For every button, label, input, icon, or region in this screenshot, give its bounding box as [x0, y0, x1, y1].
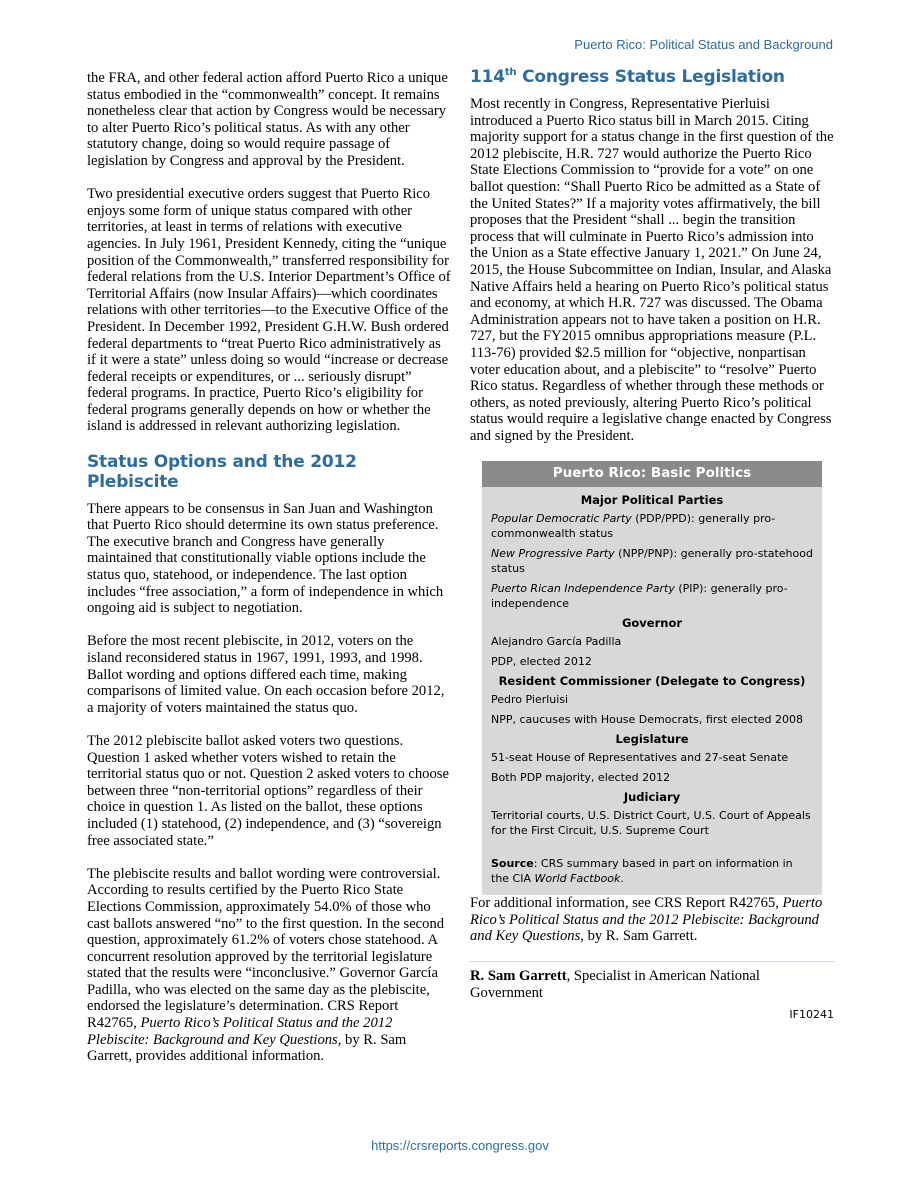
legislature-seats: 51-seat House of Representatives and 27-seat Senate [491, 751, 789, 765]
source-text: : CRS summary based in part on information in the CIA [491, 857, 793, 886]
section-heading-status-options: Status Options and the 2012 Plebiscite [87, 451, 357, 492]
sidebar-title: Puerto Rico: Basic Politics [482, 461, 822, 487]
source-label: Source [491, 857, 534, 871]
author-name: R. Sam Garrett [470, 968, 567, 985]
results-text-end: , by R. Sam Garrett, provides additional information. [87, 1031, 407, 1065]
section-heading-114th-congress [470, 67, 834, 87]
judiciary-courts: Territorial courts, U.S. District Court, U.S. Court of Appeals for the First Circuit, U.S. Supreme Court [491, 809, 811, 838]
party-pdp-name: Popular Democratic Party [491, 512, 632, 526]
governor-detail: PDP, elected 2012 [491, 655, 592, 669]
heading-number: 114 [470, 67, 505, 87]
resident-commissioner-heading: Resident Commissioner (Delegate to Congress) [498, 674, 806, 689]
source-end: . [620, 872, 624, 886]
parties-heading: Major Political Parties [580, 493, 724, 508]
paragraph-2012-ballot: The 2012 plebiscite ballot asked voters two questions. Question 1 asked whether voters wished to retain the territorial status quo or not. Question 2 asked voters to choose between three “non-territorial options” regardless of their choice in question 1. As listed on the ballot, these options included (1) statehood, (2) independence, and (3) “sovereign free associated state.” [87, 732, 449, 849]
judiciary-heading: Judiciary [623, 790, 681, 805]
paragraph-executive-orders: Two presidential executive orders suggest that Puerto Rico enjoys some form of unique status compared with other territories, at least in terms of relations with executive agencies. In July 1961, President Kennedy, citing the “unique position of the Commonwealth,” transferred responsibility for federal relations from the U.S. Interior Department’s Office of Territorial Affairs (now Insular Affairs)—which coordinates relations with other territories—to the Executive Office of the President. In December 1992, President G.H.W. Bush ordered federal departments to “treat Puerto Rico administratively as if it were a state” unless doing so would “increase or decrease federal receipts or expenditures, or ... seriously disrupt” federal programs. In practice, Puerto Rico’s eligibility for federal programs generally depends on how or whether the island is addressed in relevant authorizing legislation. [87, 186, 451, 435]
paragraph-prior-plebiscites: Before the most recent plebiscite, in 2012, voters on the island reconsidered status in 1967, 1991, 1993, and 1998. Ballot wording and options differed each time, making comparisons of limited value. On each occasion before 2012, a majority of voters maintained the status quo. [87, 633, 445, 716]
additional-text-end: , by R. Sam Garrett. [580, 928, 698, 945]
party-npp [491, 546, 813, 576]
results-text: The plebiscite results and ballot wording were controversial. According to results certified by the Puerto Rico State Elections Commission, approximately 54.0% of those who cast ballots answered “no” to the first question. In the second question, approximately 61.2% of voters chose statehood. A concurrent resolution approved by the territorial legislature stated that the results were “inconclusive.” Governor García Padilla, who was elected on the same day as the plebiscite, endorsed the legislature’s determination. CRS Report R42765, [87, 865, 445, 1032]
paragraph-additional-info [470, 895, 834, 945]
resident-commissioner-name: Pedro Pierluisi [491, 693, 569, 707]
additional-report-title: Puerto Rico’s Political Status and the 2012 Plebiscite: Background and Key Questions [470, 895, 823, 945]
paragraph-fra: the FRA, and other federal action afford Puerto Rico a unique status embodied in the “commonwealth” concept. It remains nonetheless clear that action by Congress would be necessary to alter Puerto Rico’s political status. As with any other statutory change, doing so would require passage of legislation by Congress and approval by the President. [87, 70, 448, 169]
sidebar-body [482, 487, 822, 895]
party-pip [491, 581, 813, 611]
party-pdp [491, 511, 813, 541]
author-divider [470, 961, 834, 962]
right-column [470, 67, 834, 1021]
legislature-majority: Both PDP majority, elected 2012 [491, 771, 671, 785]
party-pip-desc: (PIP): generally pro-independence [491, 582, 788, 611]
additional-text: For additional information, see CRS Report R42765, [470, 895, 783, 912]
sidebar-source [491, 856, 813, 886]
party-npp-desc: (NPP/PNP): generally pro-statehood status [491, 547, 813, 576]
report-title-italic: Puerto Rico’s Political Status and the 2012 Plebiscite: Background and Key Questions [87, 1015, 393, 1048]
heading-text: Congress Status Legislation [516, 67, 785, 87]
author-line [470, 968, 834, 1001]
paragraph-status-bill: Most recently in Congress, Representative Pierluisi introduced a Puerto Rico status bill in March 2015. Citing majority support for a status change in the first question of the 2012 plebiscite, H.R. 727 would authorize the Puerto Rico State Elections Commission to “provide for a vote” on one ballot question: “Shall Puerto Rico be admitted as a State of the United States?” If a majority votes affirmatively, the bill proposes that the President “shall ... begin the transition process that will culminate in Puerto Rico’s admission into the Union as a State effective January 1, 2021.” On June 24, 2015, the House Subcommittee on Indian, Insular, and Alaska Native Affairs held a hearing on Puerto Rico’s political status and economy, at which H.R. 727 was discussed. The Obama Administration appears not to have taken a position on H.R. 727, but the FY2015 omnibus appropriations measure (P.L. 113-76) provided $2.5 million for “objective, nonpartisan voter education about, and a plebiscite” to “resolve” Puerto Rico status. Regardless of whether through these methods or others, as noted previously, altering Puerto Rico’s political status would require a legislative change enacted by Congress and signed by the President. [470, 96, 834, 444]
party-pip-name: Puerto Rican Independence Party [491, 582, 675, 596]
basic-politics-sidebar [482, 461, 822, 895]
source-italic: World Factbook [534, 872, 621, 886]
legislature-heading: Legislature [615, 732, 689, 747]
paragraph-plebiscite-results [87, 866, 451, 1065]
author-title: , Specialist in American National Government [470, 968, 760, 1002]
party-pdp-desc: (PDP/PPD): generally pro-commonwealth status [491, 512, 776, 541]
left-column [87, 70, 451, 1081]
footer-url[interactable]: https://crsreports.congress.gov [371, 1138, 549, 1153]
resident-commissioner-detail: NPP, caucuses with House Democrats, first elected 2008 [491, 713, 804, 727]
governor-name: Alejandro García Padilla [491, 635, 622, 649]
governor-heading: Governor [621, 616, 683, 631]
heading-ordinal: th [504, 67, 517, 78]
party-npp-name: New Progressive Party [491, 547, 615, 561]
report-code: IF10241 [789, 1007, 834, 1021]
running-header: Puerto Rico: Political Status and Background [574, 37, 833, 52]
paragraph-consensus: There appears to be consensus in San Juan and Washington that Puerto Rico should determine its own status preference. The executive branch and Congress have generally maintained that constitutionally viable options include the status quo, statehood, or independence. The last option includes “free association,” a form of independence in which ongoing aid is subject to negotiation. [87, 500, 444, 617]
